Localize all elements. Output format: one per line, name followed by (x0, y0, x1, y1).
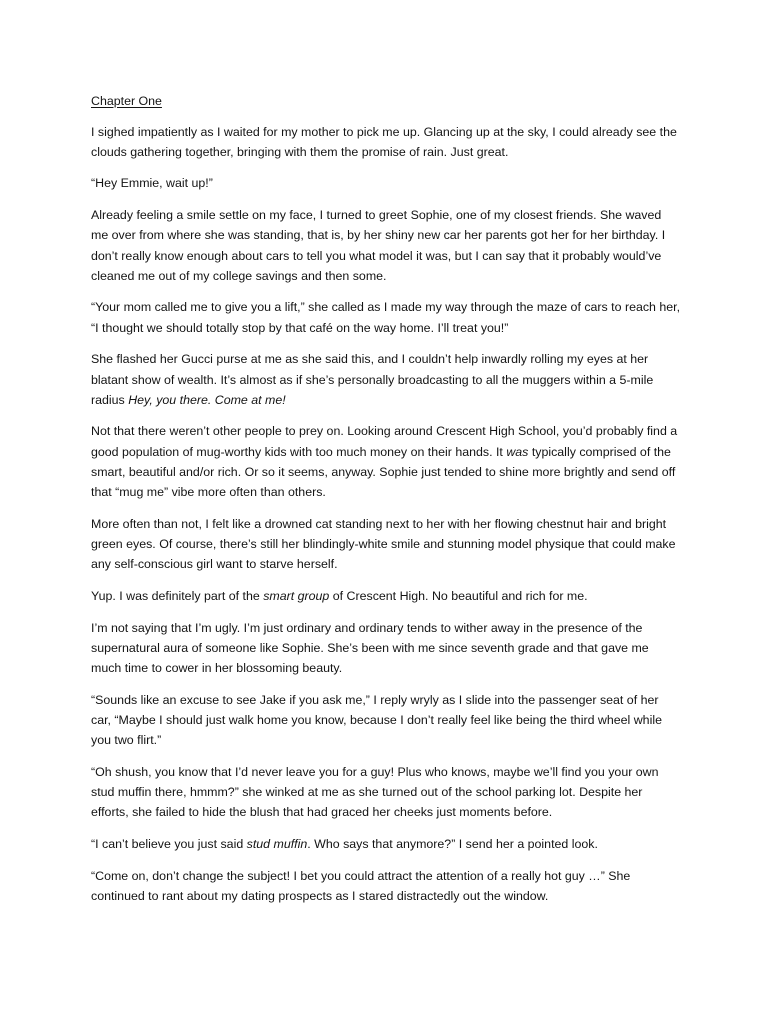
document-page (91, 91, 681, 918)
italic-text-run: was (506, 444, 529, 459)
story-paragraph (91, 586, 681, 606)
text-run: typically comprised of the smart, beautiful and/or rich. Or so it seems, anyway. Sophie just tended to shine more brightly and send off that “mug me” vibe more often than others. (91, 444, 676, 500)
text-run: More often than not, I felt like a drowned cat standing next to her with her flowing chestnut hair and bright green eyes. Of course, there’s still her blindingly-white smile and stunning model physique that could make any self-conscious girl want to starve herself. (91, 516, 676, 572)
text-run: . Who says that anymore?” I send her a pointed look. (307, 836, 598, 851)
text-run: “Your mom called me to give you a lift,” she called as I made my way through the maze of cars to reach her, “I thought we should totally stop by that café on the way home. I’ll treat you!” (91, 300, 681, 335)
story-paragraph (91, 762, 681, 823)
text-run: “Sounds like an excuse to see Jake if you ask me,” I reply wryly as I slide into the passenger seat of her car, “Maybe I should just walk home you know, because I don’t really feel like being the third wheel while you two flirt.” (91, 692, 662, 748)
story-body (91, 122, 681, 907)
story-paragraph (91, 866, 681, 906)
text-run: I’m not saying that I’m ugly. I’m just ordinary and ordinary tends to wither away in the presence of the supernatural aura of someone like Sophie. She’s been with me since seventh grade and that gave me much time to cower in her blossoming beauty. (91, 620, 649, 675)
story-paragraph (91, 349, 681, 410)
story-paragraph (91, 690, 681, 751)
story-paragraph (91, 297, 681, 337)
italic-text-run: Hey, you there. Come at me! (128, 392, 286, 407)
story-paragraph (91, 421, 681, 502)
text-run: Already feeling a smile settle on my face, I turned to greet Sophie, one of my closest friends. She waved me over from where she was standing, that is, by her shiny new car her parents got her for her birthday. I don’t really know enough about cars to tell you what model it was, but I can say that it probably would’ve cleaned me out of my college savings and then some. (91, 208, 666, 283)
text-run: “I can’t believe you just said (91, 836, 247, 851)
italic-text-run: stud muffin (246, 836, 308, 851)
text-run: Yup. I was definitely part of the (91, 588, 264, 603)
text-run: Not that there weren’t other people to prey on. Looking around Crescent High School, you’d probably find a good population of mug-worthy kids with too much money on their hands. It (91, 424, 678, 459)
story-paragraph (91, 514, 681, 575)
story-paragraph (91, 618, 681, 679)
text-run: of Crescent High. No beautiful and rich for me. (329, 588, 588, 603)
text-run: I sighed impatiently as I waited for my mother to pick me up. Glancing up at the sky, I could already see the clouds gathering together, bringing with them the promise of rain. Just great. (91, 124, 677, 159)
story-paragraph (91, 834, 681, 854)
story-paragraph (91, 173, 681, 193)
story-paragraph (91, 205, 681, 286)
text-run: She flashed her Gucci purse at me as she said this, and I couldn’t help inwardly rolling my eyes at her blatant show of wealth. It’s almost as if she’s personally broadcasting to all the muggers within a 5-mile radius (91, 352, 654, 407)
text-run: “Hey Emmie, wait up!” (91, 176, 213, 191)
chapter-title: Chapter One (91, 94, 162, 108)
story-paragraph (91, 122, 681, 162)
text-run: “Come on, don’t change the subject! I bet you could attract the attention of a really hot guy …” She continued to rant about my dating prospects as I stared distractedly out the window. (91, 868, 631, 903)
italic-text-run: smart group (263, 588, 330, 603)
text-run: “Oh shush, you know that I’d never leave you for a guy! Plus who knows, maybe we’ll find you your own stud muffin there, hmmm?” she winked at me as she turned out of the school parking lot. Despite her efforts, she failed to hide the blush that had graced her cheeks just moments before. (91, 764, 659, 820)
